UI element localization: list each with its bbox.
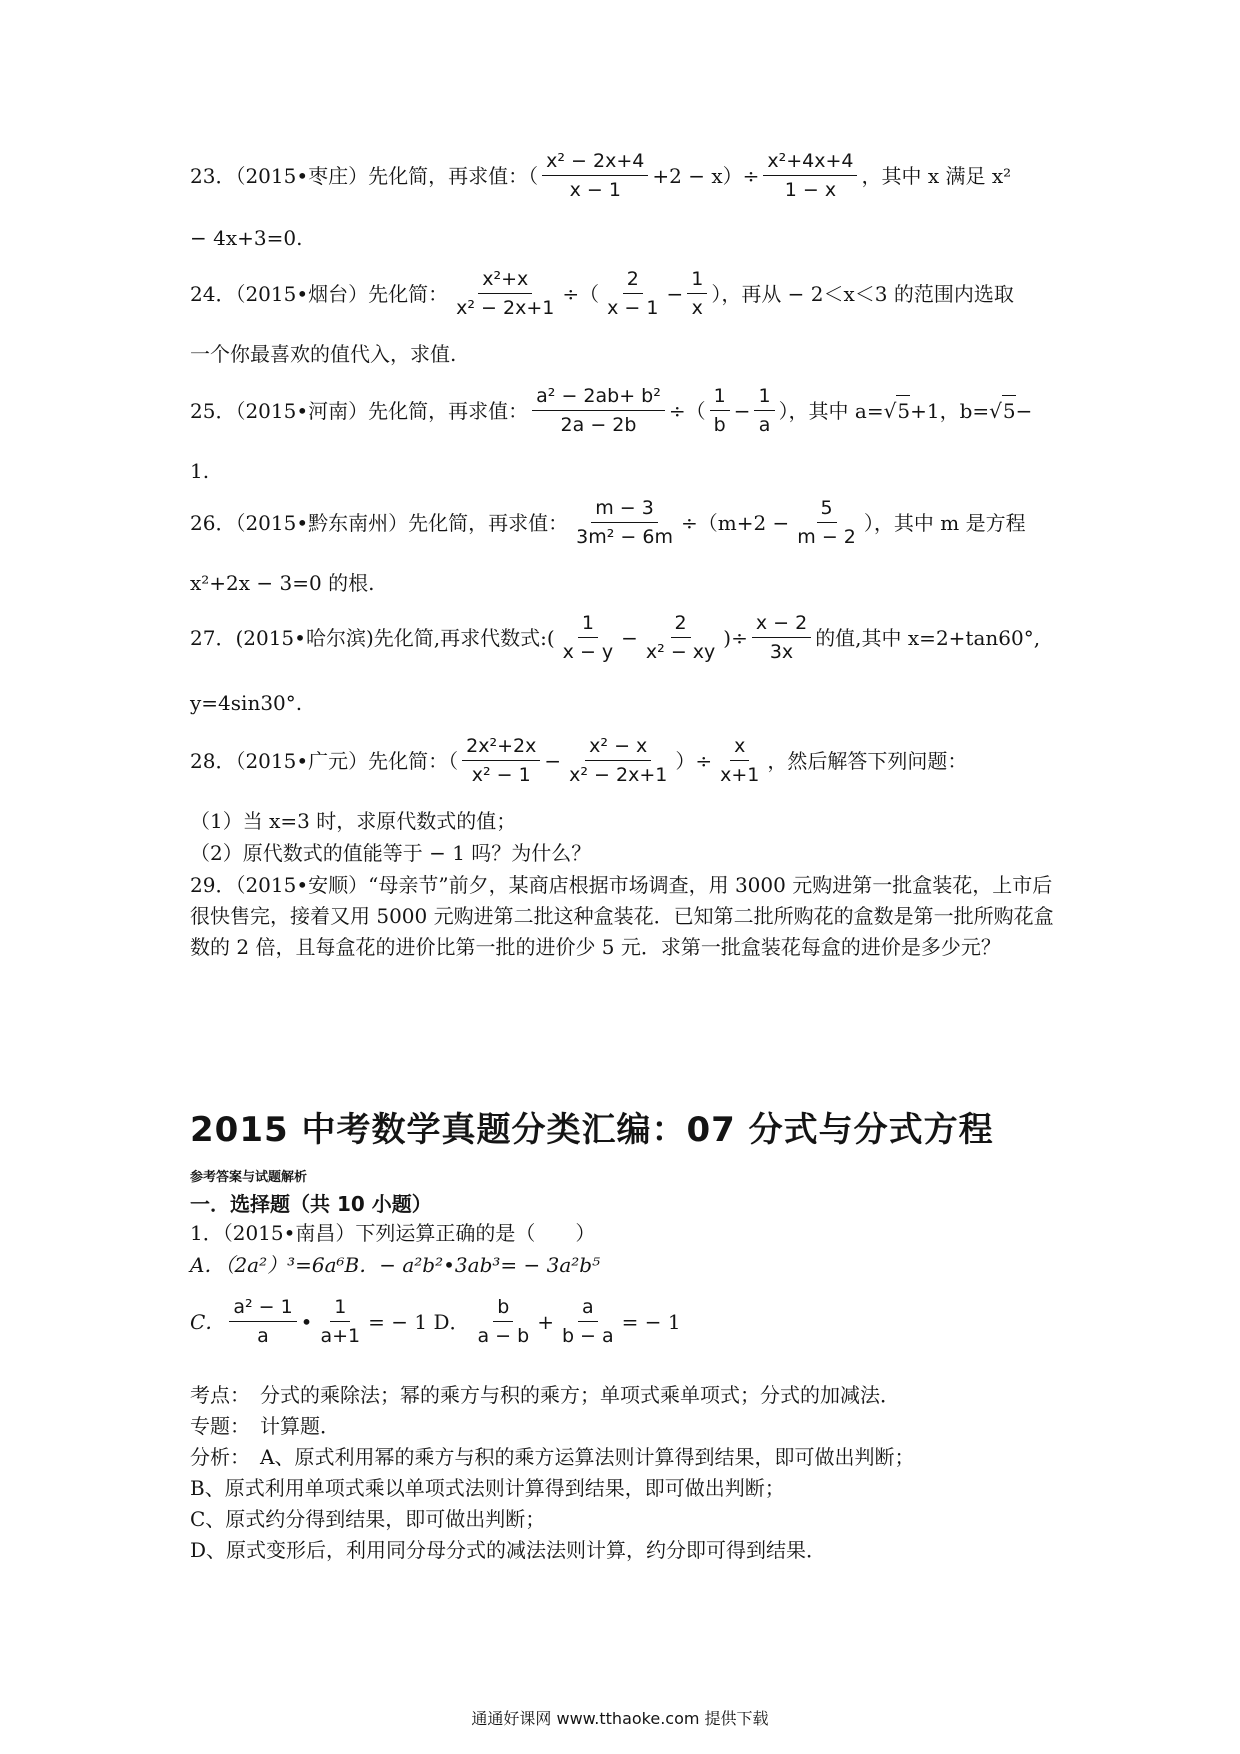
q26-f1-denominator: 3m² − 6m bbox=[576, 526, 673, 548]
option-d-fraction-2 bbox=[558, 1296, 618, 1347]
q28-suffix: ，然后解答下列问题： bbox=[767, 748, 968, 773]
question-29: 29．（2015•安顺）“母亲节”前夕，某商店根据市场调查，用 3000 元购进第一批盒装花，上市后很快售完，接着又用 5000 元购进第二批这种盒装花．已知第二批所购花的盒数是第一批所购花盒数的 2 倍，且每盒花的进价比第一批的进价少 5 元．求第一批盒装花每盒的进价是多少元？ bbox=[190, 873, 1054, 959]
q27-f3-denominator: 3x bbox=[769, 641, 794, 663]
q23-f2-denominator: 1 − x bbox=[784, 179, 837, 201]
option-d-f1-numerator: b bbox=[493, 1296, 513, 1322]
q25-sqrt-2: 5 bbox=[1002, 395, 1016, 426]
q24-f3-denominator: x bbox=[691, 297, 703, 319]
option-d-fraction-1 bbox=[473, 1296, 533, 1347]
q23-mid: +2 − x）÷ bbox=[652, 163, 760, 188]
option-c-fraction-2 bbox=[316, 1296, 364, 1347]
option-d-plus: + bbox=[537, 1309, 554, 1334]
q23-f2-numerator: x²+4x+4 bbox=[763, 150, 857, 176]
option-c-label: C． bbox=[190, 1309, 226, 1334]
page-title: 2015 中考数学真题分类汇编：07 分式与分式方程 bbox=[190, 1110, 994, 1150]
q27-f1-numerator: 1 bbox=[578, 612, 598, 638]
answer-1-stem: 1．（2015•南昌）下列运算正确的是（ ） bbox=[190, 1221, 596, 1245]
q24-f2-denominator: x − 1 bbox=[607, 297, 659, 319]
option-d-f2-numerator: a bbox=[578, 1296, 598, 1322]
option-d-f2-denominator: b − a bbox=[561, 1325, 614, 1347]
q23-f1-numerator: x² − 2x+4 bbox=[542, 150, 648, 176]
q26-prefix: 26．（2015•黔东南州）先化简，再求值： bbox=[190, 510, 569, 535]
q25-prefix: 25．（2015•河南）先化简，再求值： bbox=[190, 398, 529, 423]
q26-fraction-1 bbox=[572, 497, 677, 548]
q25-suffix-c: − bbox=[1015, 398, 1033, 423]
question-23 bbox=[190, 150, 1070, 201]
q25-f1-denominator: 2a − 2b bbox=[560, 414, 637, 436]
q25-f3-denominator: a bbox=[758, 414, 771, 436]
q28-f2-numerator: x² − x bbox=[585, 735, 651, 761]
q25-suffix-a: ），其中 a= bbox=[778, 398, 884, 423]
option-d-f1-denominator: a − b bbox=[477, 1325, 530, 1347]
question-27 bbox=[190, 612, 1070, 663]
q25-suffix-b: +1，b= bbox=[910, 398, 990, 423]
q24-minus: − bbox=[666, 281, 684, 306]
q27-minus: − bbox=[621, 625, 638, 650]
q27-f3-numerator: x − 2 bbox=[752, 612, 811, 638]
footer-source: 通通好课网 www.tthaoke.com 提供下载 bbox=[471, 1709, 769, 1728]
q28-subquestion-2: （2）原代数式的值能等于 − 1 吗？为什么？ bbox=[190, 841, 592, 865]
q24-prefix: 24．（2015•烟台）先化简： bbox=[190, 281, 449, 306]
q26-f2-numerator: 5 bbox=[817, 497, 837, 523]
q23-suffix: ，其中 x 满足 x² bbox=[861, 163, 1012, 188]
option-c-f2-numerator: 1 bbox=[330, 1296, 350, 1322]
answer-1-analysis-d: D、原式变形后，利用同分母分式的减法法则计算，约分即可得到结果． bbox=[190, 1538, 827, 1562]
question-26 bbox=[190, 497, 1070, 548]
q25-sqrt-1: 5 bbox=[896, 395, 910, 426]
q27-suffix: 的值,其中 x=2+tan60°, bbox=[815, 625, 1041, 650]
q26-f1-numerator: m − 3 bbox=[591, 497, 658, 523]
q24-mid: ÷（ bbox=[562, 281, 600, 306]
answer-1-analysis-c: C、原式约分得到结果，即可做出判断； bbox=[190, 1507, 546, 1531]
q23-fraction-2 bbox=[763, 150, 857, 201]
q25-minus: − bbox=[733, 398, 751, 423]
q23-fraction-1 bbox=[542, 150, 648, 201]
sqrt-icon: √ bbox=[989, 398, 1002, 423]
q27-mid: )÷ bbox=[723, 625, 748, 650]
q28-f3-denominator: x+1 bbox=[720, 764, 760, 786]
answer-1-options-cd bbox=[190, 1296, 1070, 1347]
q24-suffix: ），再从 − 2＜x＜3 的范围内选取 bbox=[711, 281, 1014, 306]
q25-mid: ÷（ bbox=[668, 398, 706, 423]
sqrt-icon: √ bbox=[883, 398, 897, 423]
q24-f3-numerator: 1 bbox=[687, 268, 707, 294]
question-24 bbox=[190, 268, 1070, 319]
q27-f1-denominator: x − y bbox=[562, 641, 614, 663]
q28-minus: − bbox=[544, 748, 562, 773]
q28-f2-denominator: x² − 2x+1 bbox=[569, 764, 668, 786]
answer-1-zhuanti: 专题： 计算题． bbox=[190, 1414, 340, 1438]
q28-fraction-2 bbox=[565, 735, 671, 786]
q27-continuation: y=4sin30°. bbox=[190, 691, 303, 715]
question-28 bbox=[190, 735, 1070, 786]
q28-fraction-3 bbox=[716, 735, 763, 786]
q26-f2-denominator: m − 2 bbox=[797, 526, 856, 548]
q24-fraction-3 bbox=[687, 268, 707, 319]
q24-f1-numerator: x²+x bbox=[478, 268, 532, 294]
option-d-tail: = − 1 bbox=[621, 1309, 681, 1334]
q25-fraction-3 bbox=[754, 385, 774, 436]
q25-f3-numerator: 1 bbox=[754, 385, 774, 411]
q25-f2-denominator: b bbox=[713, 414, 726, 436]
q27-fraction-1 bbox=[559, 612, 618, 663]
q28-fraction-1 bbox=[462, 735, 540, 786]
q24-fraction-2 bbox=[603, 268, 662, 319]
q26-continuation: x²+2x − 3=0 的根. bbox=[190, 571, 375, 595]
section-heading: 一．选择题（共 10 小题） bbox=[190, 1192, 432, 1216]
q25-fraction-2 bbox=[710, 385, 730, 436]
q28-f1-denominator: x² − 1 bbox=[471, 764, 531, 786]
q24-f1-denominator: x² − 2x+1 bbox=[456, 297, 555, 319]
q25-f2-numerator: 1 bbox=[710, 385, 730, 411]
q28-f3-numerator: x bbox=[730, 735, 749, 761]
option-c-dot: • bbox=[300, 1309, 313, 1334]
option-c-f2-denominator: a+1 bbox=[320, 1325, 361, 1347]
q28-prefix: 28．（2015•广元）先化简：（ bbox=[190, 748, 459, 773]
answer-subtitle: 参考答案与试题解析 bbox=[190, 1170, 308, 1185]
q27-f2-denominator: x² − xy bbox=[645, 641, 716, 663]
option-c-f1-numerator: a² − 1 bbox=[229, 1296, 296, 1322]
q24-fraction-1 bbox=[452, 268, 558, 319]
q25-fraction-1 bbox=[532, 385, 665, 436]
option-c-fraction-1 bbox=[229, 1296, 296, 1347]
q28-mid: ）÷ bbox=[675, 748, 713, 773]
q26-suffix: ），其中 m 是方程 bbox=[863, 510, 1026, 535]
answer-1-fenxi: 分析： A、原式利用幂的乘方与积的乘方运算法则计算得到结果，即可做出判断； bbox=[190, 1445, 915, 1469]
q27-fraction-2 bbox=[642, 612, 719, 663]
q26-mid: ÷（m+2 − bbox=[680, 510, 790, 535]
q28-f1-numerator: 2x²+2x bbox=[462, 735, 540, 761]
option-c-f1-denominator: a bbox=[257, 1325, 269, 1347]
question-25 bbox=[190, 385, 1070, 436]
q24-continuation: 一个你最喜欢的值代入，求值. bbox=[190, 342, 457, 366]
q23-f1-denominator: x − 1 bbox=[569, 179, 621, 201]
q28-subquestion-1: （1）当 x=3 时，求原代数式的值； bbox=[190, 809, 517, 833]
q23-prefix: 23．（2015•枣庄）先化简，再求值：（ bbox=[190, 163, 539, 188]
q25-f1-numerator: a² − 2ab+ b² bbox=[532, 385, 665, 411]
option-c-tail: = − 1 D． bbox=[368, 1309, 470, 1334]
answer-1-analysis-b: B、原式利用单项式乘以单项式法则计算得到结果，即可做出判断； bbox=[190, 1476, 785, 1500]
answer-1-options-ab: A．（2a²）³=6a⁶B．− a²b²•3ab³= − 3a²b⁵ bbox=[190, 1253, 601, 1277]
answer-1-kaodian: 考点： 分式的乘除法；幂的乘方与积的乘方；单项式乘单项式；分式的加减法． bbox=[190, 1383, 900, 1407]
q23-continuation: − 4x+3=0. bbox=[190, 226, 303, 250]
q24-f2-numerator: 2 bbox=[623, 268, 643, 294]
q27-fraction-3 bbox=[752, 612, 811, 663]
q26-fraction-2 bbox=[793, 497, 860, 548]
q27-f2-numerator: 2 bbox=[671, 612, 691, 638]
q25-continuation: 1. bbox=[190, 459, 210, 483]
q27-prefix: 27．(2015•哈尔滨)先化简,再求代数式:( bbox=[190, 625, 555, 650]
